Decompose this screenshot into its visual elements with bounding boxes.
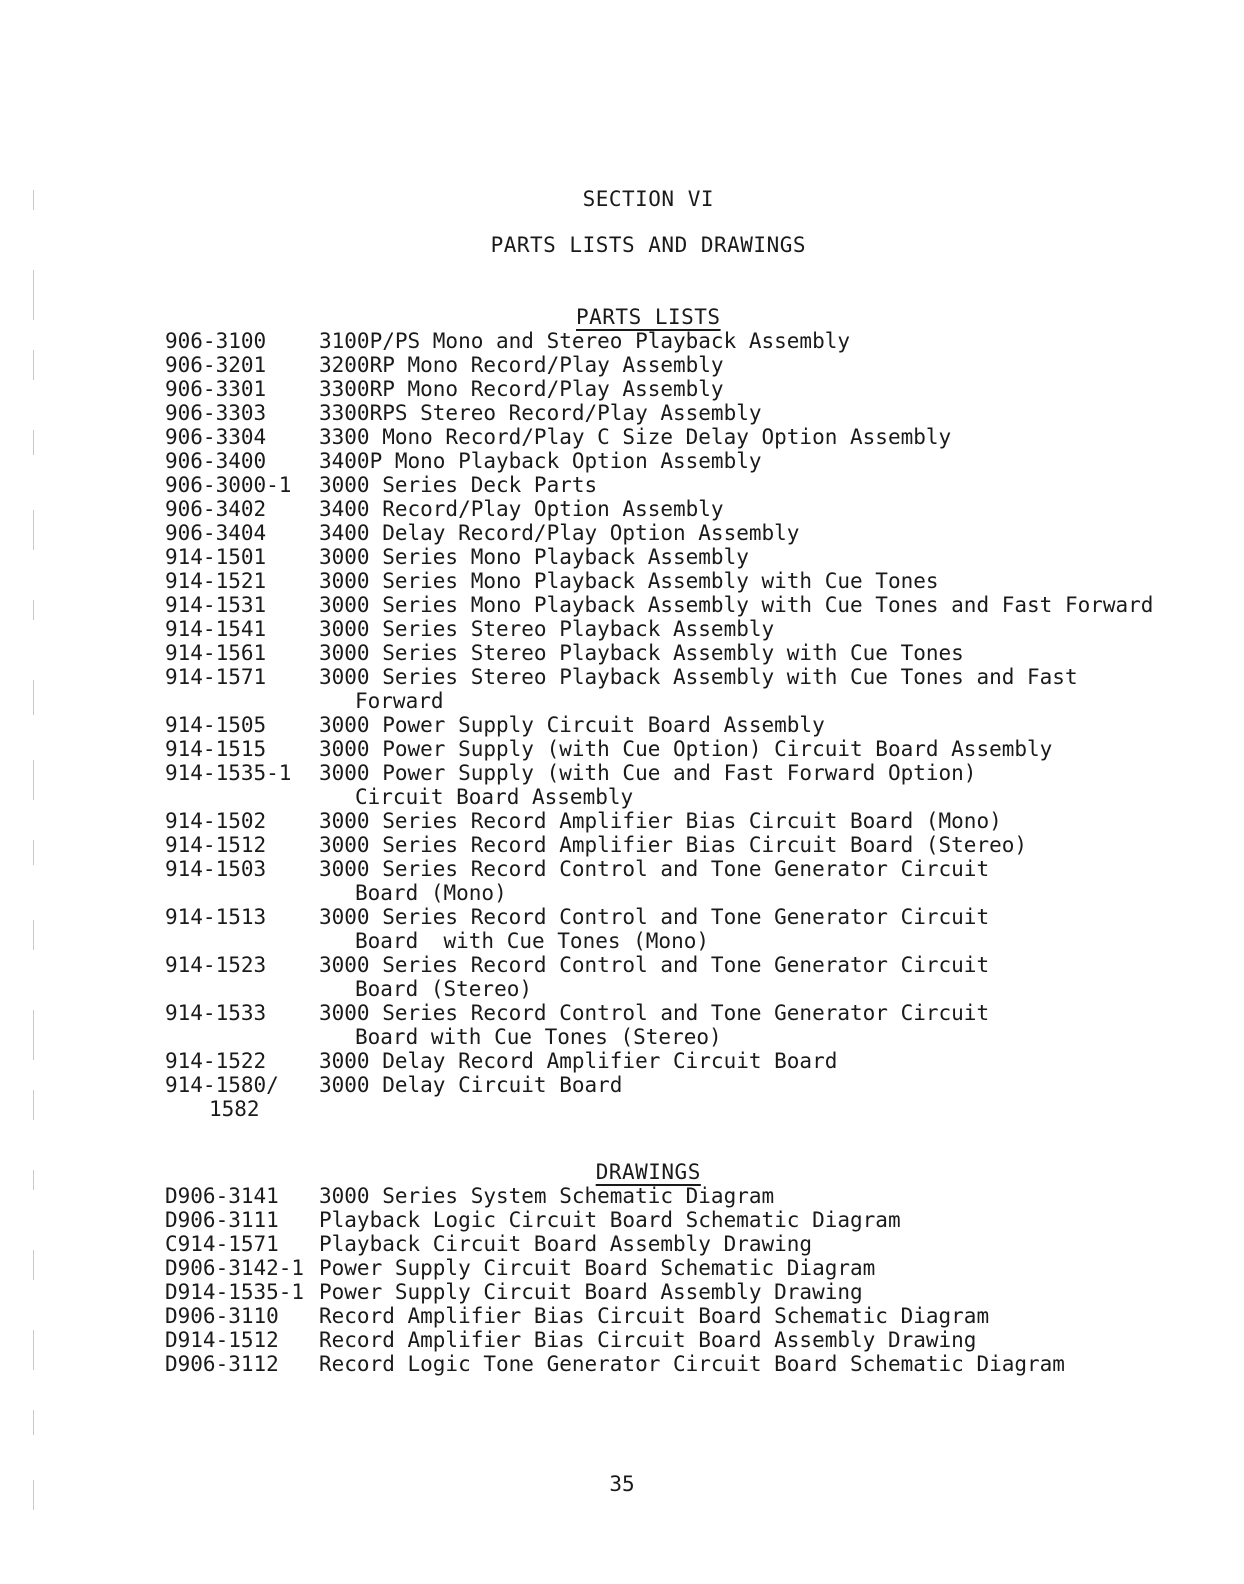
drawing-number: D906-3110 <box>165 1304 279 1328</box>
part-description: 3000 Series Record Control and Tone Generator Circuit <box>319 953 990 977</box>
part-number: 914-1512 <box>165 833 267 857</box>
part-number: 914-1561 <box>165 641 267 665</box>
part-description: 3000 Series Record Control and Tone Generator Circuit <box>319 1001 990 1025</box>
part-number: 914-1522 <box>165 1049 267 1073</box>
drawing-description: Power Supply Circuit Board Schematic Diagram <box>319 1256 876 1280</box>
list-item <box>165 377 1165 401</box>
list-item <box>165 809 1165 833</box>
list-item <box>165 497 1165 521</box>
part-description: 3000 Series Record Amplifier Bias Circuit Board (Mono) <box>319 809 1002 833</box>
part-description: 3400 Record/Play Option Assembly <box>319 497 724 521</box>
part-description: 3000 Series Record Control and Tone Generator Circuit <box>319 857 990 881</box>
list-item <box>165 569 1165 593</box>
list-item <box>165 1328 1165 1352</box>
binding-margin-marks <box>30 180 40 1520</box>
list-item <box>165 1073 1165 1097</box>
part-description: 3000 Series Mono Playback Assembly with Cue Tones <box>319 569 939 593</box>
part-description: 3000 Power Supply (with Cue and Fast Forward Option) <box>319 761 977 785</box>
drawing-number: D906-3111 <box>165 1208 279 1232</box>
list-item <box>165 1256 1165 1280</box>
list-item-continuation <box>165 785 1165 809</box>
drawing-description: Record Amplifier Bias Circuit Board Assembly Drawing <box>319 1328 977 1352</box>
part-number: 914-1502 <box>165 809 267 833</box>
list-item-continuation <box>165 929 1165 953</box>
part-number: 914-1505 <box>165 713 267 737</box>
part-number: 906-3304 <box>165 425 267 449</box>
part-number-continuation: 1582 <box>209 1097 260 1121</box>
list-item <box>165 545 1165 569</box>
list-item <box>165 1208 1165 1232</box>
part-description: 3000 Series Mono Playback Assembly with Cue Tones and Fast Forward <box>319 593 1154 617</box>
part-number: 914-1571 <box>165 665 267 689</box>
part-number: 914-1515 <box>165 737 267 761</box>
part-description: 3000 Power Supply Circuit Board Assembly <box>319 713 825 737</box>
part-description: 3300 Mono Record/Play C Size Delay Option Assembly <box>319 425 952 449</box>
part-number: 914-1580/ <box>165 1073 279 1097</box>
list-item <box>165 953 1165 977</box>
part-description: 3000 Series Stereo Playback Assembly with Cue Tones and Fast <box>319 665 1078 689</box>
list-item <box>165 641 1165 665</box>
parts-lists-heading: PARTS LISTS <box>576 305 721 329</box>
part-number: 914-1501 <box>165 545 267 569</box>
drawing-description: Record Amplifier Bias Circuit Board Schematic Diagram <box>319 1304 990 1328</box>
list-item <box>165 617 1165 641</box>
part-number: 906-3404 <box>165 521 267 545</box>
list-item <box>165 401 1165 425</box>
list-item <box>165 449 1165 473</box>
part-number: 914-1531 <box>165 593 267 617</box>
part-number: 906-3303 <box>165 401 267 425</box>
list-item <box>165 329 1165 353</box>
list-item <box>165 857 1165 881</box>
part-description: 3100P/PS Mono and Stereo Playback Assembly <box>319 329 851 353</box>
list-item <box>165 713 1165 737</box>
list-item <box>165 1232 1165 1256</box>
list-item <box>165 593 1165 617</box>
part-description: 3300RPS Stereo Record/Play Assembly <box>319 401 762 425</box>
parts-list <box>165 329 1165 1121</box>
part-number: 906-3100 <box>165 329 267 353</box>
drawing-number: D906-3141 <box>165 1184 279 1208</box>
section-title: SECTION VI <box>582 187 714 211</box>
part-description-continuation: Board with Cue Tones (Mono) <box>355 929 710 953</box>
part-description-continuation: Board (Stereo) <box>355 977 533 1001</box>
part-number: 914-1523 <box>165 953 267 977</box>
part-description: 3000 Delay Circuit Board <box>319 1073 623 1097</box>
list-item <box>165 425 1165 449</box>
part-description: 3000 Delay Record Amplifier Circuit Board <box>319 1049 838 1073</box>
drawing-description: Playback Circuit Board Assembly Drawing <box>319 1232 813 1256</box>
drawing-description: Record Logic Tone Generator Circuit Board Schematic Diagram <box>319 1352 1065 1376</box>
list-item-continuation <box>165 689 1165 713</box>
list-item <box>165 761 1165 785</box>
list-item-continuation <box>165 977 1165 1001</box>
list-item <box>165 1352 1165 1376</box>
list-item <box>165 1049 1165 1073</box>
part-description: 3000 Series Record Control and Tone Generator Circuit <box>319 905 990 929</box>
part-number: 906-3301 <box>165 377 267 401</box>
section-subtitle: PARTS LISTS AND DRAWINGS <box>490 233 806 257</box>
part-description-continuation: Forward <box>355 689 444 713</box>
part-number: 914-1503 <box>165 857 267 881</box>
drawing-number: D914-1535-1 <box>165 1280 305 1304</box>
part-description: 3000 Series Deck Parts <box>319 473 598 497</box>
part-number: 906-3000-1 <box>165 473 292 497</box>
drawing-description: Power Supply Circuit Board Assembly Drawing <box>319 1280 863 1304</box>
list-item <box>165 1280 1165 1304</box>
drawings-list <box>165 1184 1165 1376</box>
list-item <box>165 905 1165 929</box>
drawing-description: Playback Logic Circuit Board Schematic Diagram <box>319 1208 901 1232</box>
part-number: 914-1513 <box>165 905 267 929</box>
part-number: 914-1535-1 <box>165 761 292 785</box>
drawing-number: D906-3112 <box>165 1352 279 1376</box>
part-description: 3000 Power Supply (with Cue Option) Circuit Board Assembly <box>319 737 1053 761</box>
part-number: 906-3402 <box>165 497 267 521</box>
drawing-number: D914-1512 <box>165 1328 279 1352</box>
part-description: 3000 Series Stereo Playback Assembly with Cue Tones <box>319 641 964 665</box>
part-description: 3400P Mono Playback Option Assembly <box>319 449 762 473</box>
drawing-number: D906-3142-1 <box>165 1256 305 1280</box>
part-description-continuation: Circuit Board Assembly <box>355 785 634 809</box>
list-item <box>165 833 1165 857</box>
list-item <box>165 1304 1165 1328</box>
part-description: 3300RP Mono Record/Play Assembly <box>319 377 724 401</box>
part-description: 3400 Delay Record/Play Option Assembly <box>319 521 800 545</box>
drawing-number: C914-1571 <box>165 1232 279 1256</box>
part-number: 906-3201 <box>165 353 267 377</box>
list-item <box>165 353 1165 377</box>
part-description: 3000 Series Record Amplifier Bias Circuit Board (Stereo) <box>319 833 1028 857</box>
part-number: 906-3400 <box>165 449 267 473</box>
list-item <box>165 473 1165 497</box>
part-number: 914-1541 <box>165 617 267 641</box>
list-item <box>165 521 1165 545</box>
part-description-continuation: Board with Cue Tones (Stereo) <box>355 1025 722 1049</box>
part-description: 3000 Series Mono Playback Assembly <box>319 545 749 569</box>
part-description-continuation: Board (Mono) <box>355 881 507 905</box>
drawings-heading: DRAWINGS <box>595 1160 701 1184</box>
list-item <box>165 1184 1165 1208</box>
part-number: 914-1533 <box>165 1001 267 1025</box>
list-item-continuation <box>165 1025 1165 1049</box>
part-description: 3000 Series Stereo Playback Assembly <box>319 617 775 641</box>
list-item-continuation <box>165 881 1165 905</box>
list-item <box>165 737 1165 761</box>
list-item <box>165 1001 1165 1025</box>
drawing-description: 3000 Series System Schematic Diagram <box>319 1184 775 1208</box>
part-description: 3200RP Mono Record/Play Assembly <box>319 353 724 377</box>
list-item-continuation <box>165 1097 1165 1121</box>
part-number: 914-1521 <box>165 569 267 593</box>
page-number: 35 <box>609 1472 635 1496</box>
list-item <box>165 665 1165 689</box>
